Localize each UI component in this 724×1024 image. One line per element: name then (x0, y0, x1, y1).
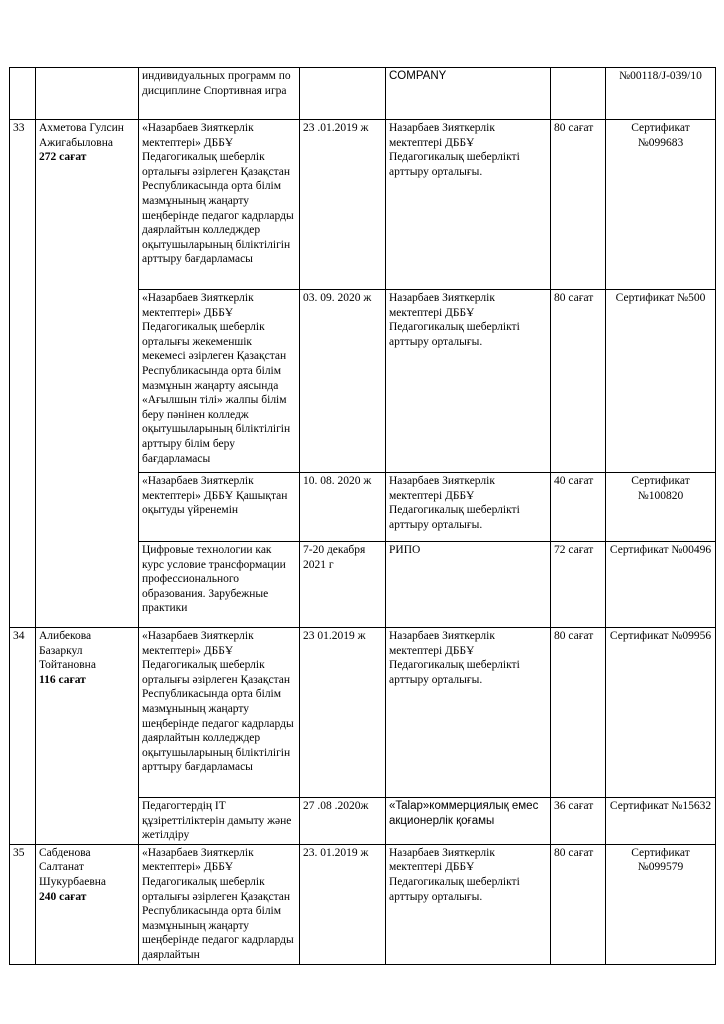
organization-cell: Назарбаев Зияткерлік мектептері ДББҰ Педагогикалық шеберлікті арттыру орталығы. (386, 120, 551, 290)
certificate-cell: Сертификат №15632 (606, 798, 716, 845)
hours-cell: 80 сағат (551, 628, 606, 798)
program-cell: «Назарбаев Зияткерлік мектептері» ДББҰ Педагогикалық шеберлік орталығы әзірлеген Қазақстан Республикасында орта білім мазмұнының жаңарту шеңберінде педагог кадрларды даярлайтын колледждер оқытушыларының біліктілігін арттыру бағдарламасы (139, 628, 300, 798)
date-cell (300, 68, 386, 120)
date-cell: 10. 08. 2020 ж (300, 473, 386, 542)
teacher-name-cell (36, 68, 139, 120)
program-cell: «Назарбаев Зияткерлік мектептері» ДББҰ Педагогикалық шеберлік орталығы жекеменшік мекемесі әзірлеген Қазақстан Республикасында орта білім мазмұнын жаңарту аясында «Ағылшын тілі» жалпы білім беру пәнінен колледж оқытушыларының біліктілігін арттыру білім беру бағдарламасы (139, 290, 300, 473)
date-cell: 03. 09. 2020 ж (300, 290, 386, 473)
program-cell: Цифровые технологии как курс условие трансформации профессионального образования. Зарубежные практики (139, 542, 300, 628)
date-cell: 23. 01.2019 ж (300, 844, 386, 964)
date-cell: 7-20 декабря 2021 г (300, 542, 386, 628)
certificate-cell: Сертификат №00496 (606, 542, 716, 628)
table-row (10, 844, 716, 964)
program-cell: «Назарбаев Зияткерлік мектептері» ДББҰ Қашықтан оқытуды үйренемін (139, 473, 300, 542)
courses-table (9, 67, 716, 965)
organization-cell: Назарбаев Зияткерлік мектептері ДББҰ Педагогикалық шеберлікті арттыру орталығы. (386, 628, 551, 798)
organization-cell: РИПО (386, 542, 551, 628)
date-cell: 23 .01.2019 ж (300, 120, 386, 290)
program-cell: «Назарбаев Зияткерлік мектептері» ДББҰ Педагогикалық шеберлік орталығы әзірлеген Қазақстан Республикасында орта білім мазмұнының жаңарту шеңберінде педагог кадрларды даярлайтын колледждер оқытушыларының біліктілігін арттыру бағдарламасы (139, 120, 300, 290)
organization-cell: «Talap»коммерциялық емес акционерлік қоғамы (386, 798, 551, 845)
organization-cell: Назарбаев Зияткерлік мектептері ДББҰ Педагогикалық шеберлікті арттыру орталығы. (386, 290, 551, 473)
date-cell: 27 .08 .2020ж (300, 798, 386, 845)
program-cell: Педагогтердің IT құзіреттіліктерін дамыту және жетілдіру (139, 798, 300, 845)
table-row (10, 120, 716, 290)
hours-cell: 72 сағат (551, 542, 606, 628)
row-number-cell: 33 (10, 120, 36, 628)
organization-cell: COMPANY (386, 68, 551, 120)
hours-cell: 36 сағат (551, 798, 606, 845)
hours-cell: 80 сағат (551, 844, 606, 964)
teacher-name: Ахметова Гулсин Ажигабыловна (39, 122, 124, 149)
teacher-name: Сабденова Салтанат Шукурбаевна (39, 846, 107, 888)
row-number-cell: 35 (10, 844, 36, 964)
teacher-name-cell (36, 628, 139, 845)
hours-cell: 80 сағат (551, 290, 606, 473)
certificate-cell: Сертификат №500 (606, 290, 716, 473)
certificate-cell: №00118/J-039/10 (606, 68, 716, 120)
row-number-cell (10, 68, 36, 120)
certificate-cell: Сертификат №099579 (606, 844, 716, 964)
table-row (10, 68, 716, 120)
hours-cell: 40 сағат (551, 473, 606, 542)
teacher-name-cell (36, 120, 139, 628)
organization-cell: Назарбаев Зияткерлік мектептері ДББҰ Педагогикалық шеберлікті арттыру орталығы. (386, 844, 551, 964)
row-number-cell: 34 (10, 628, 36, 845)
date-cell: 23 01.2019 ж (300, 628, 386, 798)
program-cell: индивидуальных программ по дисциплине Спортивная игра (139, 68, 300, 120)
organization-cell: Назарбаев Зияткерлік мектептері ДББҰ Педагогикалық шеберлікті арттыру орталығы. (386, 473, 551, 542)
certificate-cell: Сертификат №100820 (606, 473, 716, 542)
teacher-total-hours: 240 сағат (39, 890, 87, 903)
teacher-name-cell (36, 844, 139, 964)
certificate-cell: Сертификат №099683 (606, 120, 716, 290)
certificate-cell: Сертификат №09956 (606, 628, 716, 798)
table-row (10, 628, 716, 798)
teacher-total-hours: 116 сағат (39, 673, 86, 686)
hours-cell: 80 сағат (551, 120, 606, 290)
teacher-name: Алибекова Базаркул Тойтановна (39, 630, 96, 672)
hours-cell (551, 68, 606, 120)
teacher-total-hours: 272 сағат (39, 151, 87, 164)
program-cell: «Назарбаев Зияткерлік мектептері» ДББҰ Педагогикалық шеберлік орталығы әзірлеген Қазақстан Республикасында орта білім мазмұнының жаңарту шеңберінде педагог кадрларды даярлайтын (139, 844, 300, 964)
